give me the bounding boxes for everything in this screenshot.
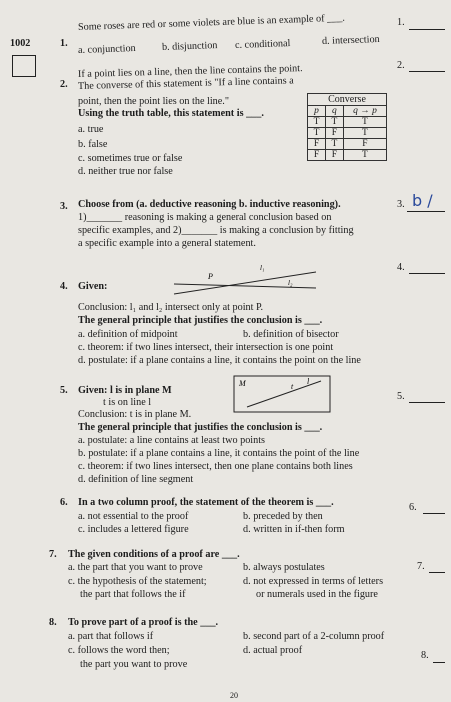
q3-line-1: 1)_______ reasoning is making a general conclusion based on bbox=[78, 212, 332, 223]
q4-answer-label: 4. bbox=[397, 262, 405, 273]
label-l: l bbox=[307, 377, 310, 386]
q5-given-line-1: Given: l is in plane M bbox=[78, 385, 172, 396]
q5-answer-blank[interactable] bbox=[409, 402, 445, 403]
truth-table-cell: F bbox=[325, 150, 343, 161]
q2-prompt: Using the truth table, this statement is ___. bbox=[78, 108, 264, 119]
truth-table-cell: T bbox=[325, 117, 343, 128]
q4-option-c: c. theorem: if two lines intersect, their intersection is one point bbox=[78, 342, 334, 353]
q6-prompt: In a two column proof, the statement of the theorem is ___. bbox=[78, 497, 334, 508]
q7-option-b: b. always postulates bbox=[243, 562, 325, 573]
truth-table-cell: T bbox=[308, 128, 326, 139]
q7-number: 7. bbox=[49, 549, 57, 560]
line-l bbox=[247, 381, 321, 407]
q1-option-b: b. disjunction bbox=[161, 40, 218, 53]
q5-plane-figure bbox=[233, 375, 331, 413]
q6-option-d: d. written in if-then form bbox=[243, 524, 345, 535]
q6-option-c: c. includes a lettered figure bbox=[78, 524, 189, 535]
q2-option-a: a. true bbox=[78, 124, 104, 135]
label-m: M bbox=[239, 379, 246, 388]
truth-table-cell: F bbox=[325, 128, 343, 139]
q6-option-a: a. not essential to the proof bbox=[78, 511, 189, 522]
q8-prompt: To prove part of a proof is the ___. bbox=[68, 617, 219, 628]
q4-prompt: The general principle that justifies the conclusion is ___. bbox=[78, 315, 323, 326]
line-l2 bbox=[174, 284, 316, 288]
truth-table bbox=[307, 93, 387, 161]
q5-option-c: c. theorem: if two lines intersect, then one plane contains both lines bbox=[78, 461, 353, 472]
footer-page-number: 20 bbox=[230, 691, 238, 700]
q5-option-d: d. definition of line segment bbox=[78, 474, 194, 485]
q3-line-2: specific examples, and 2)_______ is making a conclusion by fitting bbox=[78, 225, 354, 236]
truth-table-cell: T bbox=[343, 117, 386, 128]
q1-option-a: a. conjunction bbox=[77, 42, 136, 56]
truth-table-cell: F bbox=[343, 139, 386, 150]
q5-answer-label: 5. bbox=[397, 391, 405, 402]
truth-table-title: Converse bbox=[308, 94, 387, 106]
q8-option-c-cont: the part you want to prove bbox=[80, 659, 188, 670]
q4-intersecting-lines-figure bbox=[170, 262, 320, 300]
q4-option-d: d. postulate: if a plane contains a line, it contains the point on the line bbox=[78, 355, 361, 366]
q5-number: 5. bbox=[60, 385, 68, 396]
label-l2: l₂ bbox=[288, 279, 293, 287]
page-number-label: 1002 bbox=[10, 38, 31, 49]
q4-answer-blank[interactable] bbox=[409, 273, 445, 274]
label-t: t bbox=[291, 382, 294, 391]
q1-answer-label: 1. bbox=[397, 17, 405, 28]
truth-table-cell: T bbox=[343, 128, 386, 139]
q7-answer-blank[interactable] bbox=[429, 572, 445, 573]
q8-option-c: c. follows the word then; bbox=[68, 645, 170, 656]
q2-answer-label: 2. bbox=[397, 60, 405, 71]
truth-table-cell: T bbox=[325, 139, 343, 150]
q8-answer-blank[interactable] bbox=[433, 662, 445, 663]
q5-given-line-2: t is on line l bbox=[103, 397, 152, 408]
q4-given-label: Given: bbox=[78, 281, 108, 292]
q2-option-d: d. neither true nor false bbox=[78, 166, 173, 177]
q6-answer-label: 6. bbox=[409, 502, 417, 513]
q7-prompt: The given conditions of a proof are ___. bbox=[68, 549, 240, 560]
q7-option-c: c. the hypothesis of the statement; bbox=[68, 576, 207, 587]
q2-option-c: c. sometimes true or false bbox=[78, 153, 183, 164]
q6-answer-blank[interactable] bbox=[423, 513, 445, 514]
truth-table-header-q: q bbox=[325, 106, 343, 117]
q5-option-a: a. postulate: a line contains at least two points bbox=[78, 435, 266, 446]
q4-number: 4. bbox=[60, 281, 68, 292]
q8-answer-label: 8. bbox=[421, 650, 429, 661]
q6-option-b: b. preceded by then bbox=[243, 511, 323, 522]
q7-answer-label: 7. bbox=[417, 561, 425, 572]
q8-option-a: a. part that follows if bbox=[68, 631, 154, 642]
q7-option-d: d. not expressed in terms of letters bbox=[243, 576, 384, 587]
q2-line-1: If a point lies on a line, then the line contains the point. bbox=[77, 63, 303, 80]
q8-number: 8. bbox=[49, 617, 57, 628]
q4-option-b: b. definition of bisector bbox=[243, 329, 339, 340]
q4-conclusion: Conclusion: l₁ and l₂ intersect only at point P. bbox=[78, 302, 264, 313]
answer-checkbox[interactable] bbox=[12, 55, 36, 77]
q7-option-d-cont: or numerals used in the figure bbox=[256, 589, 378, 600]
q5-conclusion: Conclusion: t is in plane M. bbox=[78, 409, 192, 420]
q3-number: 3. bbox=[60, 201, 68, 212]
q2-answer-blank[interactable] bbox=[409, 71, 445, 72]
label-p: P bbox=[208, 272, 213, 281]
q8-option-b: b. second part of a 2-column proof bbox=[243, 631, 385, 642]
truth-table-cell: F bbox=[308, 139, 326, 150]
truth-table-cell: F bbox=[308, 150, 326, 161]
q1-text: Some roses are red or some violets are blue is an example of ___. bbox=[77, 12, 346, 33]
q7-option-c-cont: the part that follows the if bbox=[80, 589, 186, 600]
truth-table-cell: T bbox=[343, 150, 386, 161]
q3-answer-label: 3. bbox=[397, 199, 405, 210]
q3-handwritten-answer: b / bbox=[412, 191, 433, 210]
q2-line-3: point, then the point lies on the line." bbox=[78, 96, 230, 107]
q3-answer-blank[interactable] bbox=[407, 211, 445, 212]
q4-option-a: a. definition of midpoint bbox=[78, 329, 178, 340]
q3-prompt: Choose from (a. deductive reasoning b. inductive reasoning). bbox=[78, 199, 341, 210]
q1-option-d: d. intersection bbox=[321, 33, 380, 47]
q3-line-3: a specific example into a general statement. bbox=[78, 238, 256, 249]
q2-number: 2. bbox=[60, 79, 68, 90]
label-l1: l₁ bbox=[260, 264, 265, 272]
q6-number: 6. bbox=[60, 497, 68, 508]
truth-table-header-p: p bbox=[308, 106, 326, 117]
truth-table-header-qp: q → p bbox=[343, 106, 386, 117]
q1-option-c: c. conditional bbox=[234, 38, 291, 51]
q5-prompt: The general principle that justifies the conclusion is ___. bbox=[78, 422, 323, 433]
q5-option-b: b. postulate: if a plane contains a line, it contains the point of the line bbox=[78, 448, 360, 459]
q7-option-a: a. the part that you want to prove bbox=[68, 562, 203, 573]
q1-number: 1. bbox=[60, 38, 68, 49]
q2-line-2: The converse of this statement is "If a line contains a bbox=[77, 75, 294, 92]
q8-option-d: d. actual proof bbox=[243, 645, 303, 656]
q1-answer-blank[interactable] bbox=[409, 29, 445, 30]
line-l1 bbox=[174, 272, 316, 294]
q2-option-b: b. false bbox=[78, 139, 108, 150]
truth-table-cell: T bbox=[308, 117, 326, 128]
